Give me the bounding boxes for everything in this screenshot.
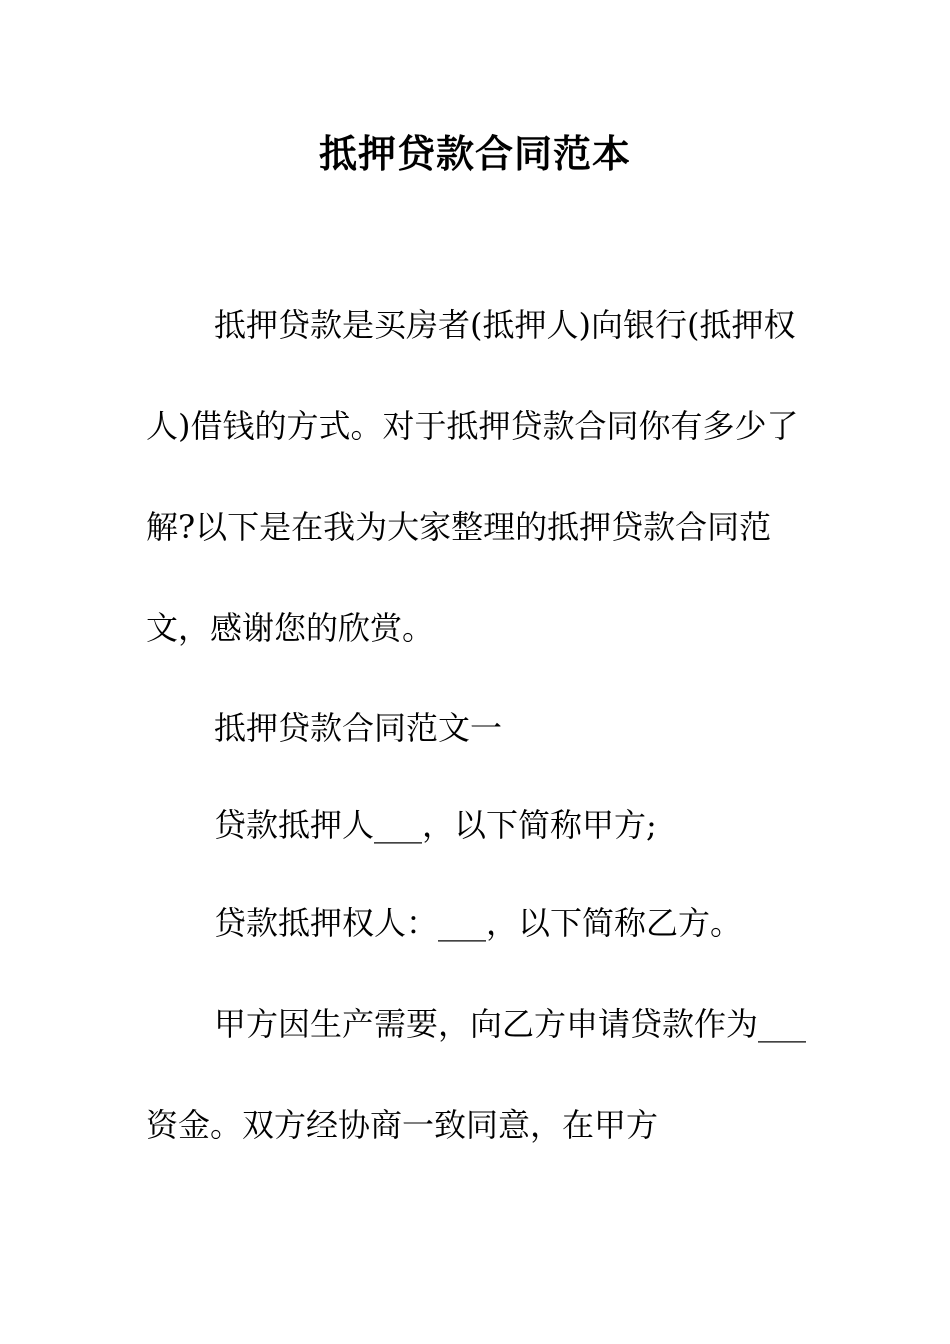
section-heading: 抵押贷款合同范文一 [214, 709, 503, 747]
intro-paragraph: 抵押贷款是买房者(抵押人)向银行(抵押权人)借钱的方式。对于抵押贷款合同你有多少了解?以下是在我为大家整理的抵押贷款合同范文，感谢您的欣赏。 [146, 306, 799, 647]
document-title: 抵押贷款合同范本 [318, 131, 631, 176]
party-b-line: 贷款抵押权人：___，以下简称乙方。 [214, 904, 743, 942]
party-a-line: 贷款抵押人___，以下简称甲方; [214, 806, 657, 844]
body-paragraph: 甲方因生产需要，向乙方申请贷款作为___资金。双方经协商一致同意，在甲方 [146, 1005, 807, 1144]
